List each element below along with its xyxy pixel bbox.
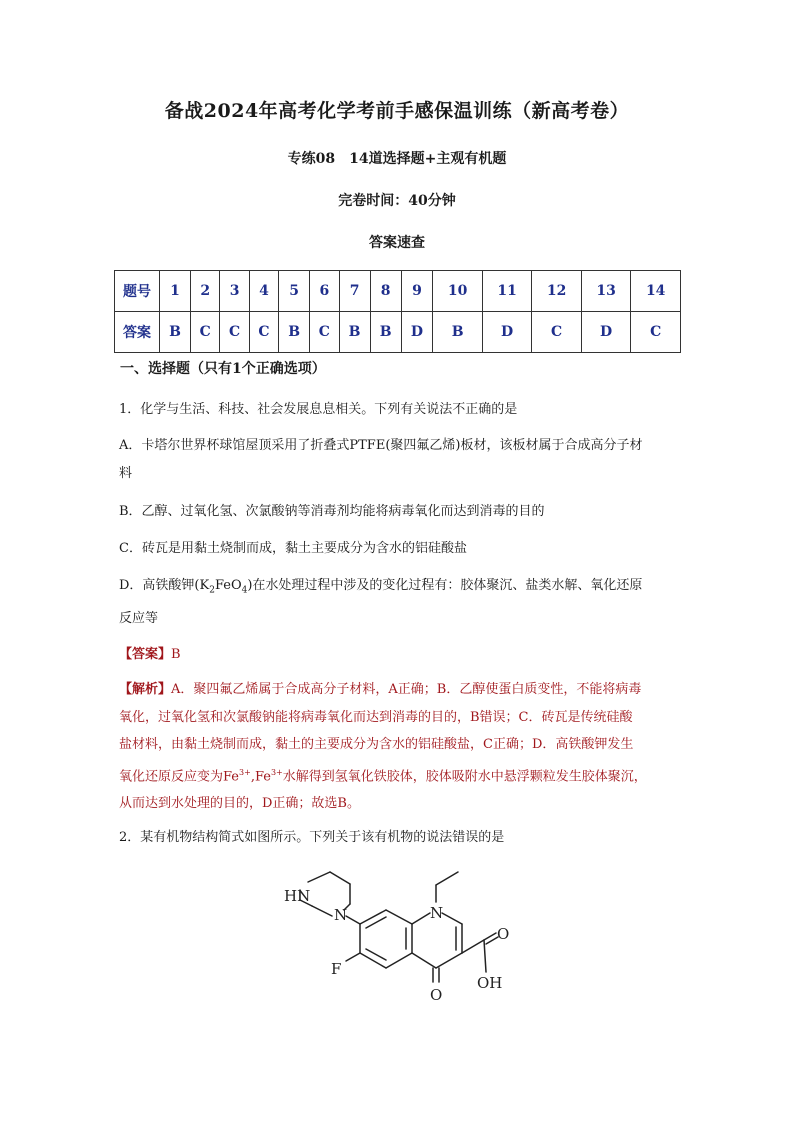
molecule-label-n: N	[430, 904, 444, 922]
molecule-label-o: O	[430, 986, 443, 1004]
answer-quick-ref-heading: 答案速查	[369, 235, 425, 251]
superscript: 3+	[270, 767, 283, 777]
question-number-cell: 8	[370, 271, 401, 312]
explanation-line: 水解得到氢氧化铁胶体，胶体吸附水中悬浮颗粒发生胶体聚沉，	[282, 768, 647, 784]
q2-stem: 2．某有机物结构简式如图所示。下列关于该有机物的说法错误的是	[119, 830, 505, 845]
question-number-cell: 12	[532, 271, 582, 312]
explanation-line: 从而达到水处理的目的，D正确；故选B。	[119, 796, 360, 812]
q1-option-b: B．乙醇、过氧化氢、次氯酸钠等消毒剂均能将病毒氧化而达到消毒的目的	[119, 504, 545, 519]
answer-cell: B	[279, 312, 310, 353]
q1-option-d-line2: 反应等	[119, 610, 159, 626]
molecule-structure-image	[270, 860, 530, 1010]
question-number-cell: 5	[279, 271, 310, 312]
q1-option-a-line1: A．卡塔尔世界杯球馆屋顶采用了折叠式PTFE(聚四氟乙烯)板材，该板材属于合成高分子材	[119, 438, 643, 453]
table-row	[115, 271, 681, 312]
answer-cell: B	[339, 312, 370, 353]
question-number-cell: 7	[339, 271, 370, 312]
answer-table	[114, 270, 681, 353]
section-heading: 一、选择题（只有1个正确选项）	[120, 361, 326, 377]
explanation-line: 盐材料，由黏土烧制而成，黏土的主要成分为含水的铝硅酸盐，C正确；D．高铁酸钾发生	[119, 737, 634, 752]
answer-cell: B	[433, 312, 483, 353]
document-title: 备战2024年高考化学考前手感保温训练（新高考卷）	[164, 100, 630, 122]
answer-cell: B	[370, 312, 401, 353]
question-number-cell: 13	[581, 271, 631, 312]
answer-cell: B	[160, 312, 191, 353]
question-number-cell: 14	[631, 271, 681, 312]
q1-explanation	[119, 676, 679, 818]
explanation-line: ,Fe	[250, 768, 271, 784]
q1-option-d	[119, 572, 679, 633]
question-number-cell: 1	[160, 271, 191, 312]
answer-cell: C	[191, 312, 220, 353]
answer-cell: C	[220, 312, 249, 353]
molecule-label-o: O	[497, 925, 510, 943]
q1-option-d-text: )在水处理过程中涉及的变化过程有：胶体聚沉、盐类水解、氧化还原	[247, 578, 643, 593]
q1-option-c: C．砖瓦是用黏土烧制而成，黏土主要成分为含水的铝硅酸盐	[119, 541, 467, 556]
answer-cell: C	[631, 312, 681, 353]
q1-option-a-line2: 料	[119, 466, 133, 481]
answer-value: B	[171, 647, 181, 662]
q1-option-d-text: FeO	[214, 578, 242, 593]
q1-option-a	[119, 432, 679, 488]
question-number-cell: 6	[310, 271, 339, 312]
question-number-cell: 3	[220, 271, 249, 312]
molecule-label-oh: OH	[477, 974, 503, 992]
question-number-cell: 4	[249, 271, 278, 312]
molecule-label-hn: HN	[284, 887, 311, 905]
document-subtitle: 专练08 14道选择题+主观有机题	[287, 151, 507, 167]
question-number-cell: 11	[482, 271, 532, 312]
q1-option-d-text: D．高铁酸钾(K	[119, 578, 210, 593]
explanation-line: 氧化，过氧化氢和次氯酸钠能将病毒氧化而达到消毒的目的，B错误；C．砖瓦是传统硅酸	[119, 709, 633, 725]
molecule-label-n: N	[334, 906, 348, 924]
question-number-cell: 9	[401, 271, 433, 312]
answer-cell: C	[249, 312, 278, 353]
answer-cell: D	[581, 312, 631, 353]
table-row	[115, 312, 681, 353]
row-label-answer: 答案	[115, 312, 160, 353]
molecule-label-f: F	[331, 960, 342, 978]
answer-cell: C	[310, 312, 339, 353]
superscript: 3+	[239, 767, 251, 777]
q1-answer	[119, 643, 181, 662]
answer-cell: D	[401, 312, 433, 353]
row-label-number: 题号	[115, 271, 160, 312]
q1-stem: 1．化学与生活、科技、社会发展息息相关。下列有关说法不正确的是	[119, 402, 518, 417]
answer-label: 【答案】	[119, 647, 172, 662]
explanation-line: 氧化还原反应变为Fe	[119, 768, 240, 784]
explanation-label: 【解析】	[119, 682, 172, 697]
question-number-cell: 10	[433, 271, 483, 312]
subscript: 4	[241, 585, 248, 596]
question-number-cell: 2	[191, 271, 220, 312]
explanation-line: A．聚四氟乙烯属于合成高分子材料，A正确；B．乙醇使蛋白质变性，不能将病毒	[171, 682, 642, 697]
answer-cell: C	[532, 312, 582, 353]
time-limit: 完卷时间：40分钟	[338, 193, 456, 209]
answer-cell: D	[482, 312, 532, 353]
subscript: 2	[209, 585, 215, 596]
